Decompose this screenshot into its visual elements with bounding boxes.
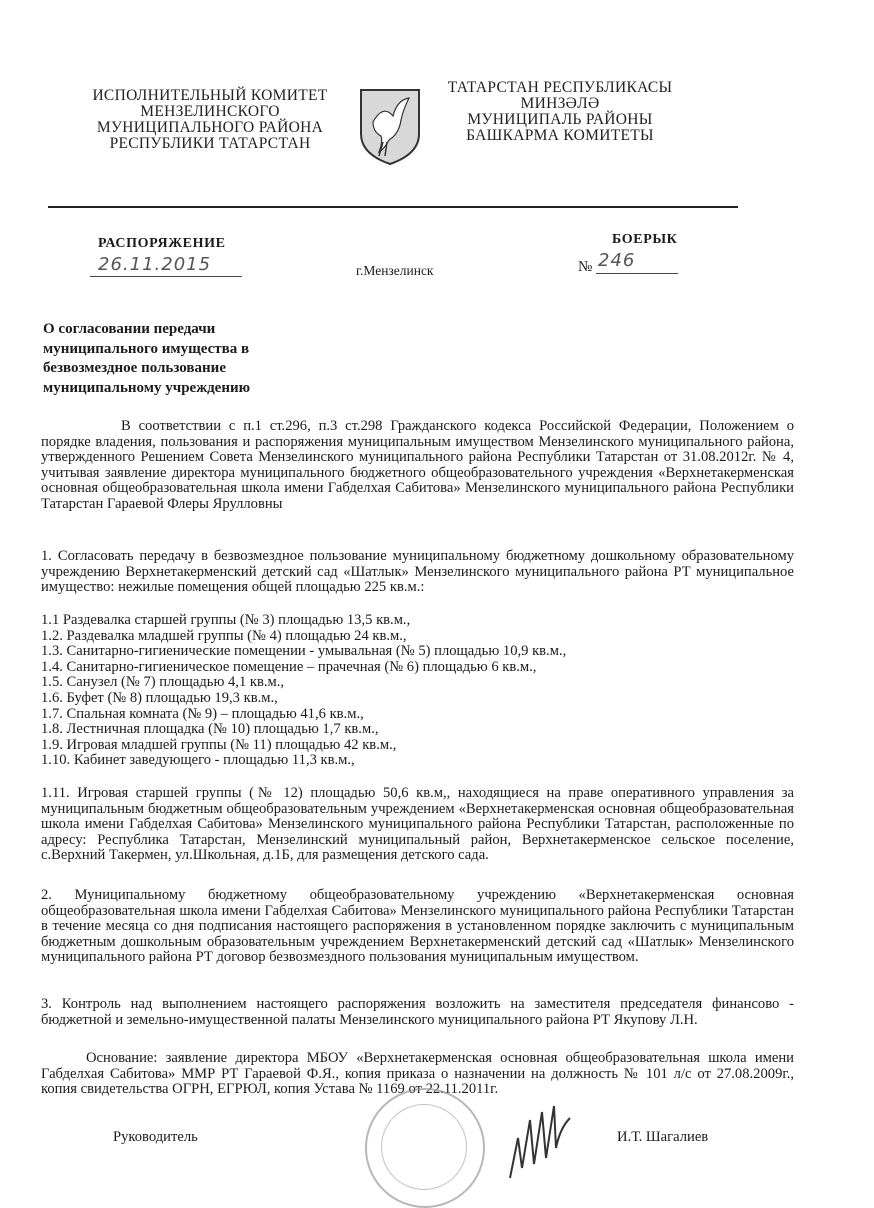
header-right-line: БАШКАРМА КОМИТЕТЫ <box>466 127 654 144</box>
doc-place: г.Мензелинск <box>356 263 434 278</box>
tatarstan-emblem-icon <box>355 86 425 166</box>
subject-line: муниципальному учреждению <box>43 379 251 396</box>
signature-position: Руководитель <box>113 1129 198 1145</box>
header-left-line: МЕНЗЕЛИНСКОГО <box>140 103 280 120</box>
basis-paragraph: Основание: заявление директора МБОУ «Верхнетакерменская основная общеобразовательная школа имени Габделхая Сабитова» ММР РТ Гараевой Ф.Я., копия приказа о назначении на должность № 101 л/с от 27.08.2009г., копия свидетельства ОГРН, ЕГРЮЛ, копия Устава № 1169 от 22.11.2011г. <box>41 1050 794 1098</box>
header-right-block <box>425 80 695 144</box>
list-item: 1.3. Санитарно-гигиенические помещении - умывальная (№ 5) площадью 10,9 кв.м., <box>41 643 567 660</box>
signature-name: И.Т. Шагалиев <box>617 1129 709 1145</box>
header-left-line: МУНИЦИПАЛЬНОГО РАЙОНА <box>96 119 324 136</box>
doc-date: 26.11.2015 <box>98 254 212 275</box>
subject-block <box>43 320 303 398</box>
doc-number: 246 <box>598 250 636 271</box>
list-item: 1.10. Кабинет заведующего - площадью 11,3 кв.м., <box>41 752 355 769</box>
item2-paragraph: 2. Муниципальному бюджетному общеобразовательному учреждению «Верхнетакерменская основная общеобразовательная школа имени Габделхая Сабитова» Мензелинского муниципального района Республики Татарстан в течение месяца со дня подписания настоящего распоряжения в установленном порядке заключить с муниципальным бюджетным дошкольным образовательным учреждением Верхнетакерменский детский сад «Шатлык» Мензелинского муниципального района РТ договор безвозмездного пользования муниципальным имуществом. <box>41 887 794 966</box>
doc-type-tt: БОЕРЫК <box>612 232 678 247</box>
header-left-block <box>60 88 360 152</box>
list-item: 1.2. Раздевалка младшей группы (№ 4) площадью 24 кв.м., <box>41 627 407 644</box>
subject-line: безвозмездное пользование <box>43 360 226 376</box>
preamble-paragraph: В соответствии с п.1 ст.296, п.3 ст.298 Гражданского кодекса Российской Федерации, Положением о порядке владения, пользования и распоряжения муниципальным имуществом Мензелинского муниципального района, утвержденного Решением Совета Мензелинского муниципального района Республики Татарстан от 31.08.2012г. № 4, учитывая заявление директора муниципального бюджетного общеобразовательного учреждения «Верхнетакерменская основная общеобразовательная школа имени Габделхая Сабитова» Мензелинского муниципального района Республики Татарстан Гараевой Флеры Ярулловны <box>41 418 794 512</box>
header-right-line: МИНЗӘЛӘ <box>520 95 600 112</box>
list-item: 1.1 Раздевалка старшей группы (№ 3) площадью 13,5 кв.м., <box>41 612 411 628</box>
list-item: 1.5. Санузел (№ 7) площадью 4,1 кв.м., <box>41 674 285 691</box>
number-prefix: № <box>578 259 593 275</box>
rooms-list <box>41 613 794 769</box>
header-divider <box>48 206 738 208</box>
number-underline <box>596 273 678 274</box>
official-seal-icon <box>365 1088 485 1208</box>
item1-intro: 1. Согласовать передачу в безвозмездное пользование муниципальному бюджетному дошкольному образовательному учреждению Верхнетакерменский детский сад «Шатлык» Мензелинского муниципального района РТ муниципальное имущество: нежилые помещения общей площадью 225 кв.м.: <box>41 548 794 596</box>
header-right-line: ТАТАРСТАН РЕСПУБЛИКАСЫ <box>447 79 673 96</box>
handwritten-signature-icon <box>500 1098 580 1188</box>
subject-line: муниципального имущества в <box>43 340 250 357</box>
header-right-line: МУНИЦИПАЛЬ РАЙОНЫ <box>467 111 653 128</box>
item1-11-paragraph: 1.11. Игровая старшей группы (№ 12) площадью 50,6 кв.м,, находящиеся на праве оперативного управления за муниципальным бюджетным общеобразовательным учреждением «Верхнетакерменская основная общеобразовательная школа имени Габделхая Сабитова» Мензелинского муниципального района Республики Татарстан, расположенные по адресу: Республика Татарстан, Мензелинский муниципальный район, Верхнетакерменское сельское поселение, с.Верхний Такермен, ул.Школьная, д.1Б, для размещения детского сада. <box>41 785 794 864</box>
date-underline <box>90 276 242 277</box>
list-item: 1.6. Буфет (№ 8) площадью 19,3 кв.м., <box>41 689 278 706</box>
header-left-line: РЕСПУБЛИКИ ТАТАРСТАН <box>109 135 311 152</box>
item3-paragraph: 3. Контроль над выполнением настоящего распоряжения возложить на заместителя председателя финансово - бюджетной и земельно-имущественной палаты Мензелинского муниципального района РТ Якупову Л.Н. <box>41 996 794 1028</box>
doc-type-ru: РАСПОРЯЖЕНИЕ <box>98 236 226 251</box>
header-left-line: ИСПОЛНИТЕЛЬНЫЙ КОМИТЕТ <box>92 87 328 104</box>
list-item: 1.9. Игровая младшей группы (№ 11) площадью 42 кв.м., <box>41 736 397 753</box>
list-item: 1.7. Спальная комната (№ 9) – площадью 41,6 кв.м., <box>41 705 364 722</box>
list-item: 1.8. Лестничная площадка (№ 10) площадью 1,7 кв.м., <box>41 721 379 738</box>
subject-line: О согласовании передачи <box>43 321 216 337</box>
list-item: 1.4. Санитарно-гигиеническое помещение – прачечная (№ 6) площадью 6 кв.м., <box>41 658 537 675</box>
